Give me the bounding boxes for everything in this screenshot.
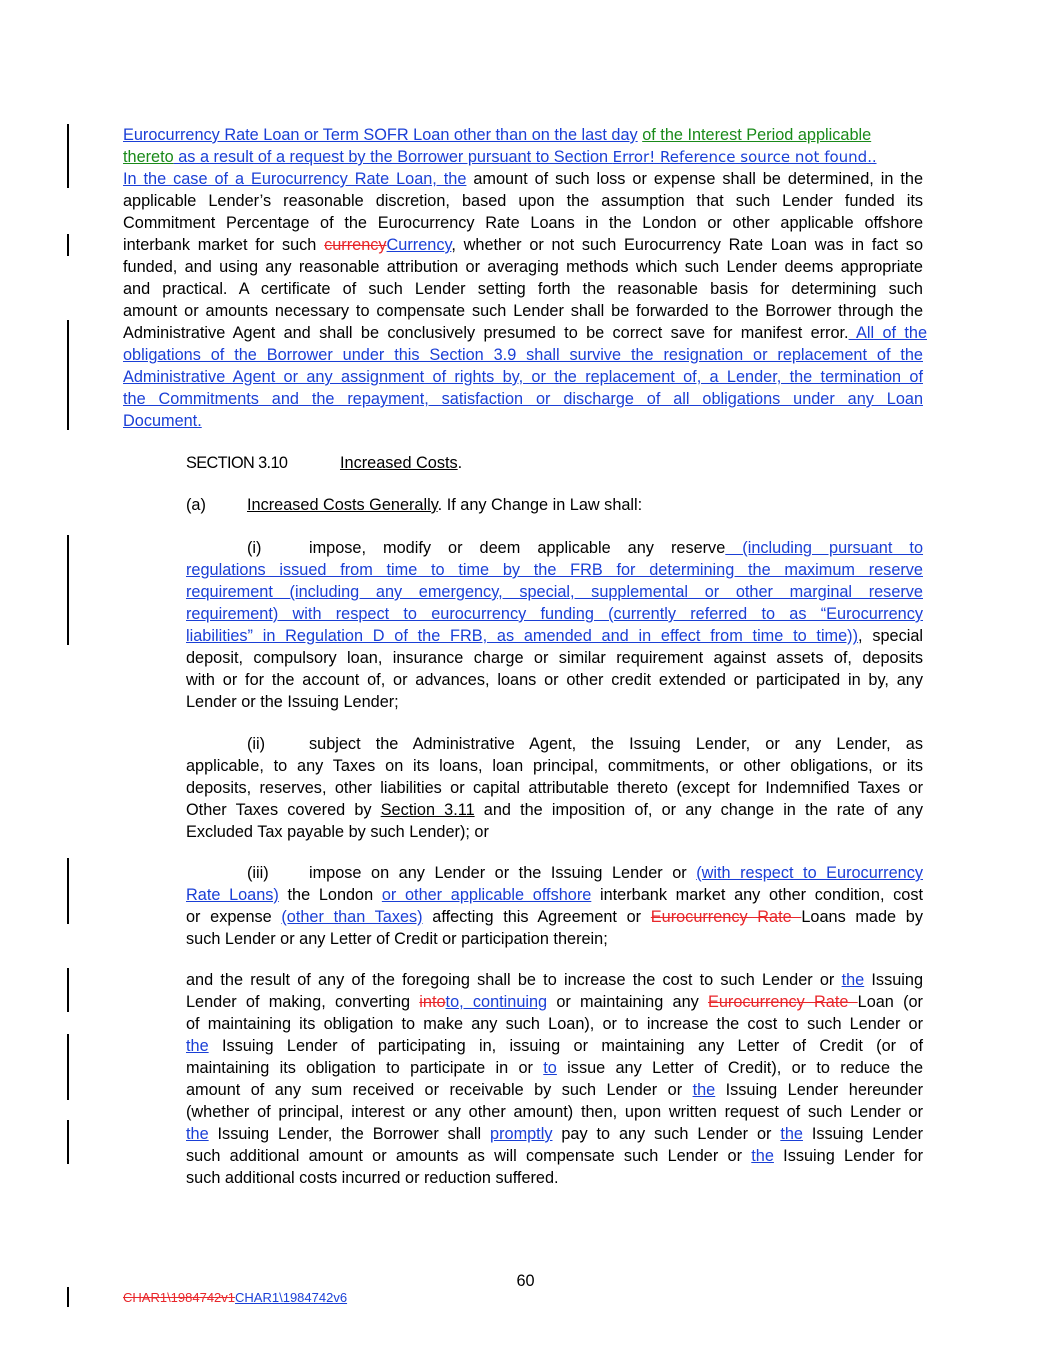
text: or expense: [186, 908, 282, 926]
text-line: [186, 1057, 923, 1079]
text-line: Commitment Percentage of the Eurocurrency Rate Loans in the London or other applicable offshore: [123, 214, 923, 232]
text: pay to any such Lender or: [552, 1125, 781, 1143]
text: , special: [858, 627, 924, 645]
text: Other Taxes covered by: [186, 801, 381, 819]
text-line: [123, 234, 923, 256]
text-line: deposit, compulsory loan, insurance charge or similar requirement against assets of, deposits: [186, 649, 923, 667]
inserted-text: as a result of a request by the Borrower pursuant to Section: [173, 148, 613, 166]
deleted-text: Eurocurrency Rate: [707, 993, 858, 1011]
change-bar: [67, 968, 69, 1012]
inserted-text: the: [186, 1037, 209, 1055]
inserted-text: to: [543, 1059, 557, 1077]
change-bar: [67, 858, 69, 924]
field-error-text: Error! Reference source not found.: [612, 148, 872, 166]
clause-label: (i): [247, 539, 262, 557]
text-line: Lender or the Issuing Lender;: [186, 693, 399, 711]
change-bar: [67, 124, 69, 188]
text-line: [247, 733, 923, 755]
change-bar: [67, 234, 69, 256]
text: the London: [278, 886, 382, 904]
inserted-text: (with respect to Eurocurrency: [696, 864, 923, 882]
text: impose, modify or deem applicable any reserve: [309, 539, 726, 557]
text-line: and practical. A certificate of such Lender setting forth the reasonable basis for determining such: [123, 280, 923, 298]
text-line: [123, 168, 923, 190]
text: and the result of any of the foregoing shall be to increase the cost to such Lender or: [186, 971, 842, 989]
text-line: such additional costs incurred or reduction suffered.: [186, 1169, 559, 1187]
change-bar: [67, 535, 69, 645]
text-line: [123, 146, 928, 168]
text: Administrative Agent and shall be conclusively presumed to be correct save for manifest error.: [123, 324, 849, 342]
inserted-text-line: requirement) with respect to eurocurrency funding (currently referred to as “Eurocurrency: [186, 605, 923, 623]
text-line: deposits, reserves, other liabilities or capital attributable thereto (except for Indemnified Taxes or: [186, 779, 923, 797]
text-line: [123, 124, 923, 146]
moved-text: of the Interest Period applicable: [642, 126, 872, 144]
text-line: [186, 625, 923, 647]
text-line: [123, 322, 927, 344]
text-line: [186, 1145, 923, 1167]
inserted-text: (including pursuant to: [725, 539, 924, 557]
text: Loans made by: [801, 908, 923, 926]
section-reference: Section 3.11: [380, 801, 475, 819]
document-id-footer: [123, 1288, 347, 1308]
subsection-a-heading: [186, 494, 642, 516]
section-heading: [186, 452, 462, 474]
subsection-title: Increased Costs Generally: [247, 496, 438, 514]
text-line: applicable Lender’s reasonable discretion, based upon the assumption that such Lender funded its: [123, 192, 923, 210]
text: Loan (or: [857, 993, 923, 1011]
text-line: [247, 862, 923, 884]
text-line: [186, 991, 923, 1013]
inserted-text: the: [751, 1147, 774, 1165]
inserted-text: the: [841, 971, 865, 989]
section-number: SECTION 3.10: [186, 454, 288, 472]
inserted-text-line: obligations of the Borrower under this Section 3.9 shall survive the resignation or replacement of the: [123, 346, 923, 364]
text: Issuing Lender for: [773, 1147, 923, 1165]
deleted-text: currency: [324, 236, 387, 254]
change-bar: [67, 320, 69, 430]
text: subject the Administrative Agent, the Issuing Lender, or any Lender, as: [309, 735, 923, 753]
text-line: with or for the account of, or advances, loans or other credit extended or participated in by, any: [186, 671, 923, 689]
text-line: [186, 1123, 923, 1145]
deleted-document-id: CHAR1\1984742v1: [123, 1290, 236, 1305]
text-line: amount or amounts necessary to compensate such Lender shall be forwarded to the Borrower through the: [123, 302, 923, 320]
text-line: such Lender or any Letter of Credit or participation therein;: [186, 930, 608, 948]
text: impose on any Lender or the Issuing Lender or: [309, 864, 697, 882]
text-line: applicable, to any Taxes on its loans, loan principal, commitments, or other obligations, or its: [186, 757, 923, 775]
inserted-text: Rate Loans): [186, 886, 279, 904]
subsection-label: (a): [186, 496, 206, 514]
text: Issuing Lender: [802, 1125, 924, 1143]
deleted-text: Eurocurrency Rate: [650, 908, 802, 926]
clause-label: (ii): [247, 735, 266, 753]
text-line: [186, 1035, 923, 1057]
inserted-text: In the case of a Eurocurrency Rate Loan, the: [123, 170, 467, 188]
section-title: Increased Costs: [340, 454, 458, 472]
text: maintaining its obligation to participate in or: [186, 1059, 544, 1077]
inserted-document-id: CHAR1\1984742v6: [235, 1290, 348, 1305]
text: .: [457, 454, 463, 472]
inserted-text-line: regulations issued from time to time by the FRB for determining the maximum reserve: [186, 561, 923, 579]
inserted-text-line: Administrative Agent or any assignment of rights by, or the replacement of, a Lender, the termination of: [123, 368, 923, 386]
inserted-text: All of the: [848, 324, 927, 342]
text: or maintaining any: [547, 993, 708, 1011]
text: such additional amount or amounts as will compensate such Lender or: [186, 1147, 752, 1165]
text: Issuing Lender hereunder: [715, 1081, 923, 1099]
inserted-text-line: requirement (including any emergency, special, supplemental or other marginal reserve: [186, 583, 923, 601]
inserted-text: liabilities” in Regulation D of the FRB, as amended and in effect from time to time)): [186, 627, 859, 645]
page-number: 60: [516, 1272, 535, 1290]
inserted-text: promptly: [490, 1125, 553, 1143]
text: Issuing: [864, 971, 923, 989]
inserted-text: the: [692, 1081, 716, 1099]
text-line: (whether of principal, interest or any other amount) then, upon written request of such Lender or: [186, 1103, 923, 1121]
inserted-text: .: [871, 148, 877, 166]
text: amount of such loss or expense shall be determined, in the: [466, 170, 923, 188]
inserted-text: (other than Taxes): [281, 908, 423, 926]
text: affecting this Agreement or: [422, 908, 651, 926]
deleted-text: into: [419, 993, 446, 1011]
inserted-text-line: Document.: [123, 412, 202, 430]
text: and the imposition of, or any change in the rate of any: [474, 801, 923, 819]
text: Issuing Lender, the Borrower shall: [208, 1125, 491, 1143]
change-bar: [67, 1034, 69, 1100]
inserted-text: Eurocurrency Rate Loan or Term SOFR Loan other than on the last day: [123, 126, 638, 144]
text: , whether or not such Eurocurrency Rate Loan was in fact so: [451, 236, 923, 254]
text-line: [186, 884, 923, 906]
text: issue any Letter of Credit), or to reduce the: [556, 1059, 923, 1077]
text-line: [247, 537, 923, 559]
text: interbank market for such: [123, 236, 325, 254]
text-line: [186, 906, 923, 928]
inserted-text: the: [780, 1125, 803, 1143]
change-bar: [67, 1120, 69, 1164]
text-line: funded, and using any reasonable attribution or averaging methods which such Lender deems appropriate: [123, 258, 923, 276]
text-line: [186, 969, 923, 991]
text: . If any Change in Law shall:: [437, 496, 643, 514]
text: Lender of making, converting: [186, 993, 420, 1011]
text: amount of any sum received or receivable by such Lender or: [186, 1081, 693, 1099]
clause-label: (iii): [247, 864, 269, 882]
moved-text: thereto: [123, 148, 174, 166]
inserted-text: or other applicable offshore: [381, 886, 592, 904]
inserted-text: to, continuing: [445, 993, 548, 1011]
text-line: Excluded Tax payable by such Lender); or: [186, 823, 489, 841]
inserted-text: Currency: [386, 236, 452, 254]
text: interbank market any other condition, cost: [591, 886, 923, 904]
inserted-text: the: [186, 1125, 209, 1143]
text-line: of maintaining its obligation to make any such Loan), or to increase the cost to such Lender or: [186, 1015, 923, 1033]
text-line: [186, 1079, 923, 1101]
text-line: [186, 799, 923, 821]
inserted-text-line: the Commitments and the repayment, satisfaction or discharge of all obligations under any Loan: [123, 390, 923, 408]
text: Issuing Lender of participating in, issuing or maintaining any Letter of Credit (or of: [208, 1037, 923, 1055]
